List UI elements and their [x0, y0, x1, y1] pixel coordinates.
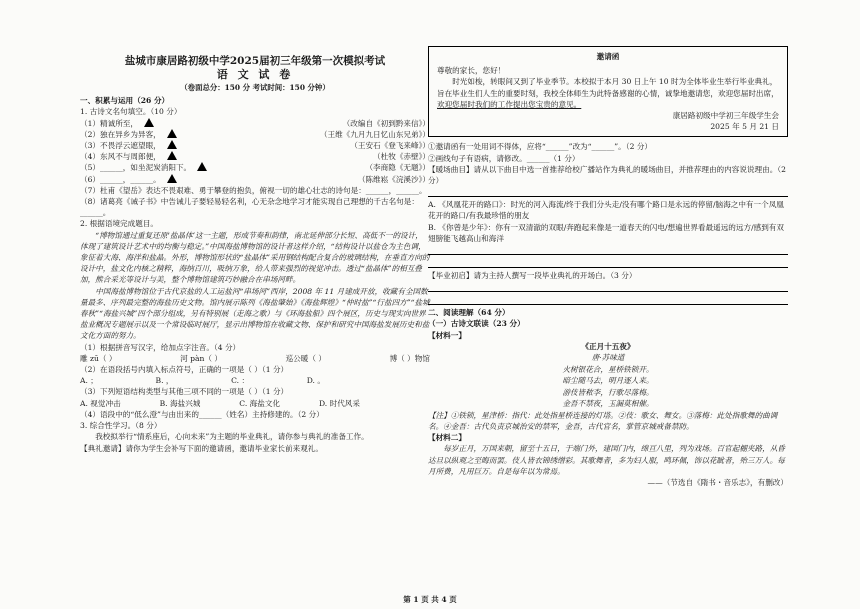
part2-subheading: （一）古诗文联读（23 分）	[428, 319, 525, 329]
q2-2-options: A. ； B. ， C. ： D. 。	[80, 376, 325, 386]
right-column	[428, 46, 788, 488]
q2-3-options: A. 视觉冲击 B. 海盐兴城 C. 海盐文化 D. 时代风采	[80, 398, 360, 408]
q1-item8: （8）诸葛亮《诫子书》中告诫儿子要轻易轻名利，心无杂念地学习才能实现自己理想的千古名句是：______。	[80, 197, 419, 218]
poem-author: 唐·苏味道	[591, 353, 625, 363]
q3-text: 我校拟举行“情系座后，心向未来”为主题的毕业典礼，请你参与典礼的准备工作。	[95, 432, 369, 442]
invitation-underlined: 欢迎您届时我们的工作提出您宝贵的意见。	[437, 99, 582, 109]
q1-item: （1）精诚所至， （改编自《初到黔来信》）	[80, 118, 430, 128]
invitation-greeting: 尊敬的家长，您好！	[437, 66, 506, 76]
question-c: 【暖场曲目】请从以下曲目中选一首推荐给校广播站作为典礼的暖场曲目，并推荐理由的内容说说理由。（2 分）	[428, 164, 786, 186]
invitation-box	[428, 46, 788, 137]
passage-paragraph: 中国海盐博物馆位于古代京盐的人工运盐河“串场河”西岸，2008 年 11 月建成开放，收藏有全国数量最多、序列最完整的海盐历史文物。馆内展示陈列《海盐肇始》《海盐辉煌》“仲时盐”“行盐四方”“盐城春秋”“海盐兴城”四个部分组成，另有特别展（走海之歌）与《环海盐船》四个展区，历史与现实向世界盐业概况专题展示以及一个常设临时展厅，显示出博物馆在收藏文物、保护和研究中国海盐发展历史和盐文化方面的努力。	[80, 286, 430, 341]
q1-item: （5）______，如坐泥炭消阳下。 （李商隐《无题》）	[80, 163, 430, 173]
q1-item: （4）东风不与周郎便， （杜牧《赤壁》）	[80, 152, 430, 162]
q1-item: （6）______，______。 （陈维崧《浣溪沙》）	[80, 174, 430, 184]
invitation-body: 时光如梭，转眼间又到了毕业季节。本校拟于本月 30 日上午 10 时为全体毕业生举行毕业典礼，旨在毕业生们人生的重要时刻，我校全体师生为此特备感谢的心情，诚挚地邀请您，欢迎您届时出席，欢迎您届时我们的工作提出您宝贵的意见。	[437, 77, 779, 109]
poem-line: 暗尘随马去，明月逐人来。	[562, 376, 654, 386]
material2-label: 【材料二】	[428, 433, 466, 443]
answer-line[interactable]	[428, 244, 788, 255]
q2-1: （1）根据拼音写汉字，给加点字注音。（4 分）	[80, 342, 241, 352]
q2-intro: 2. 根据语境完成题目。	[80, 219, 159, 229]
question-d: 【毕业初启】请为主持人撰写一段毕业典礼的开场白。（3 分）	[428, 271, 637, 281]
q2-4: （4）语段中的“低么澄”与由出来的______（姓名）主持修建的。（2 分）	[80, 409, 324, 419]
q1-item: （2）独在异乡为异客， （王维《九月九日忆山东兄弟》）	[80, 129, 430, 139]
answer-marker-icon	[167, 129, 177, 138]
poem-line: 火树银花合，星桥铁锁开。	[562, 364, 654, 374]
invitation-title: 邀请函	[596, 52, 620, 61]
q1-item7: （7）杜甫《望岳》表达不畏艰难、勇于攀登的抱负，俯视一切的雄心壮志的诗句是：______，______。	[80, 185, 427, 195]
page-footer: 第 1 页 共 4 页	[403, 595, 457, 604]
answer-line[interactable]	[428, 294, 788, 305]
poem-note: 【注】①铁锁，星津桥：指代：此处指星桥连接的灯塔。②伎：歌女、舞女。③落梅：此处指歌舞的曲调名。④金吾：古代负责京城治安的禁军，金吾，古代官名，掌管京城戒备禁防。	[428, 410, 778, 432]
q3-heading: 3. 综合性学习。（8 分）	[80, 421, 162, 431]
answer-marker-icon	[197, 162, 207, 171]
q2-2: （2）在语段括号内填入标点符号，正确的一项是（ ）（1 分）	[80, 365, 289, 375]
invitation-date: 2025 年 5 月 21 日	[710, 122, 779, 132]
material2-text: 每岁正月，万国来朝，留至十五日，于端门外，建国门内，绵亘八里，列为戏场。百官起棚夹路，从昏达旦以纵观之至晦而罢。伎人皆衣锦绣缯彩。其歌舞者，多为妇人服，鸣环佩，饰以花眦者，殆三万人。每月所费，凡用巨万。自是每年以为常焉。	[428, 444, 785, 476]
answer-marker-icon	[167, 140, 177, 149]
material1-label: 【材料一】	[428, 330, 466, 340]
poem-line: 游伎皆秾李，行歌尽落梅。	[562, 387, 654, 397]
q2-1-items: 雕 zū（ ） 河 pàn（ ） 巡公暖（ ） 博（ ）物馆	[80, 353, 430, 363]
passage-paragraph: “博物馆通过重复还原‘盐晶体’这一主题，形成节奏和韵律，南北延伸部分长短、高低不一的设计，体现了建筑设计艺术中的均衡与稳定。”中国海盐博物馆的设计者这样介绍，“结构设计以盐仓为主色调，象征着大海、海洋和盐晶。外形，博物馆形状的“盐晶体”采用钢结构配合复合的玻璃结构，在垂直方向的设计中，盐文化内核之精粹，海纳百川，吸纳万象，给人带来强烈的视觉冲击。透过“盐晶体”的相互叠加，熊合采光等设计与美，整个博物馆建筑巧妙融合在串场河畔。	[80, 230, 430, 285]
q2-3: （3）下列短语结构类型与其他三项不同的一项是（ ）（1 分）	[80, 387, 289, 397]
answer-marker-icon	[144, 118, 154, 127]
answer-line[interactable]	[428, 257, 788, 268]
part2-heading: 二、阅读理解（64 分）	[428, 308, 510, 318]
option-a: A. 《风凰花开的路口》：时光的河入海流/终于我们分头走/没有哪个路口是永远的停留/脑海之中有一个凤凰花开的路口/有我最珍惜的朋友	[428, 200, 784, 221]
question-b: ②画线句子有语病，请修改。______（1 分）	[428, 153, 580, 163]
answer-marker-icon	[167, 151, 177, 160]
exam-meta: （卷面总分：150 分 考试时间：150 分钟）	[180, 83, 330, 92]
q1-item: （3）不畏浮云遮望眼， （王安石《登飞来峰》）	[80, 141, 430, 151]
answer-line[interactable]	[428, 186, 788, 197]
material2-source: ——（节选自《隋书・音乐志》，有删改）	[647, 478, 788, 488]
poem-title: 《正月十五夜》	[581, 341, 635, 351]
school-title: 盐城市康居路初级中学2025届初三年级第一次模拟考试	[124, 55, 386, 67]
poem-line: 金吾不禁夜，玉漏莫相催。	[562, 399, 654, 409]
answer-line[interactable]	[428, 281, 788, 292]
invitation-signature: 康居路初级中学初三年级学生会	[672, 111, 779, 121]
q3-task: 【典礼邀请】请你为学生会补写下面的邀请函，邀请毕业家长前来观礼。	[80, 443, 323, 453]
left-column	[80, 46, 430, 454]
q1-intro: 1. 古诗文名句填空。（10 分）	[80, 107, 182, 117]
question-a: ①邀请函有一处用词不得体，应将“______”改为“______”。（2 分）	[428, 142, 653, 152]
option-b: B. 《你曾是少年》：你有一双清澈的双眼/奔跑起来像是一道春天的闪电/想遍世界看最遥远的远方/感到有双翅膀能飞越高山和海洋	[428, 222, 784, 243]
part1-heading: 一、积累与运用（26 分）	[80, 96, 170, 106]
poem	[428, 341, 788, 410]
answer-marker-icon	[167, 174, 177, 183]
subject-title: 语 文 试 卷	[216, 68, 294, 81]
